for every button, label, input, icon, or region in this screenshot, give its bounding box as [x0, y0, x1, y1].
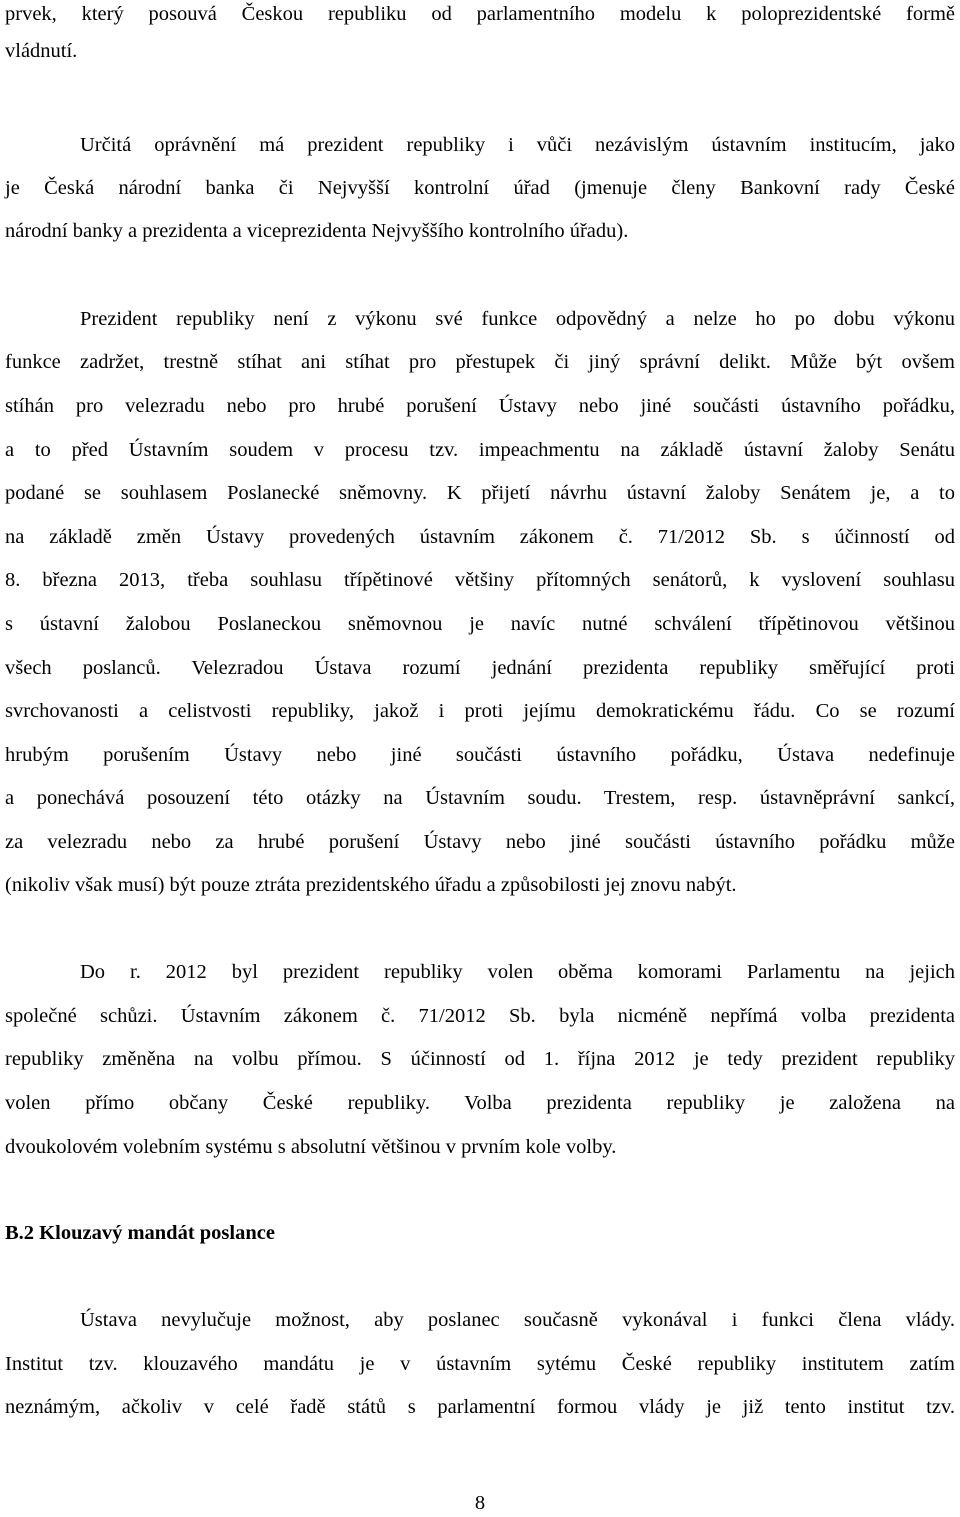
text-line: hrubým porušením Ústavy nebo jiné součásti ústavního pořádku, Ústava nedefinuje: [5, 744, 955, 766]
text-line: podané se souhlasem Poslanecké sněmovny. K přijetí návrhu ústavní žaloby Senátem je, a to: [5, 482, 955, 504]
text-line: s ústavní žalobou Poslaneckou sněmovnou je navíc nutné schválení třípětinovou většinou: [5, 613, 955, 635]
text-line: volen přímo občany České republiky. Volba prezidenta republiky je založena na: [5, 1092, 955, 1114]
text-line: a ponechává posouzení této otázky na Ústavním soudu. Trestem, resp. ústavněprávní sankcí,: [5, 787, 955, 809]
text-line: Prezident republiky není z výkonu své funkce odpovědný a nelze ho po dobu výkonu: [80, 308, 955, 330]
text-line: za velezradu nebo za hrubé porušení Ústavy nebo jiné součásti ústavního pořádku může: [5, 831, 955, 853]
text-line: svrchovanosti a celistvosti republiky, jakož i proti jejímu demokratickému řádu. Co se rozumí: [5, 700, 955, 722]
text-line: funkce zadržet, trestně stíhat ani stíhat pro přestupek či jiný správní delikt. Může být ovšem: [5, 351, 955, 373]
text-line: (nikoliv však musí) být pouze ztráta prezidentského úřadu a způsobilosti jej znovu nabýt.: [5, 874, 737, 896]
text-line: vládnutí.: [5, 40, 78, 62]
text-line: 8. března 2013, třeba souhlasu třípětinové většiny přítomných senátorů, k vyslovení souhlasu: [5, 569, 955, 591]
text-line: Do r. 2012 byl prezident republiky volen oběma komorami Parlamentu na jejich: [80, 961, 955, 983]
text-line: všech poslanců. Velezradou Ústava rozumí jednání prezidenta republiky směřující proti: [5, 657, 955, 679]
text-line: na základě změn Ústavy provedených ústavním zákonem č. 71/2012 Sb. s účinností od: [5, 526, 955, 548]
text-line: národní banky a prezidenta a viceprezidenta Nejvyššího kontrolního úřadu).: [5, 220, 629, 242]
page-number: 8: [474, 1492, 486, 1514]
text-line: republiky změněna na volbu přímou. S účinností od 1. října 2012 je tedy prezident republiky: [5, 1048, 955, 1070]
text-line: neznámým, ačkoliv v celé řadě států s parlamentní formou vlády je již tento institut tzv.: [5, 1396, 955, 1418]
text-line: a to před Ústavním soudem v procesu tzv. impeachmentu na základě ústavní žaloby Senátu: [5, 439, 955, 461]
text-line: prvek, který posouvá Českou republiku od parlamentního modelu k poloprezidentské formě: [5, 3, 955, 25]
text-line: je Česká národní banka či Nejvyšší kontrolní úřad (jmenuje členy Bankovní rady České: [5, 177, 955, 199]
text-line: Institut tzv. klouzavého mandátu je v ústavním sytému České republiky institutem zatím: [5, 1353, 955, 1375]
text-line: dvoukolovém volebním systému s absolutní většinou v prvním kole volby.: [5, 1136, 617, 1158]
section-heading: B.2 Klouzavý mandát poslance: [5, 1222, 275, 1244]
text-line: Ústava nevylučuje možnost, aby poslanec současně vykonával i funkci člena vlády.: [80, 1309, 955, 1331]
text-line: Určitá oprávnění má prezident republiky i vůči nezávislým ústavním institucím, jako: [80, 134, 955, 156]
text-line: společné schůzi. Ústavním zákonem č. 71/2012 Sb. byla nicméně nepřímá volba prezidenta: [5, 1005, 955, 1027]
text-line: stíhán pro velezradu nebo pro hrubé porušení Ústavy nebo jiné součásti ústavního pořádku,: [5, 395, 955, 417]
